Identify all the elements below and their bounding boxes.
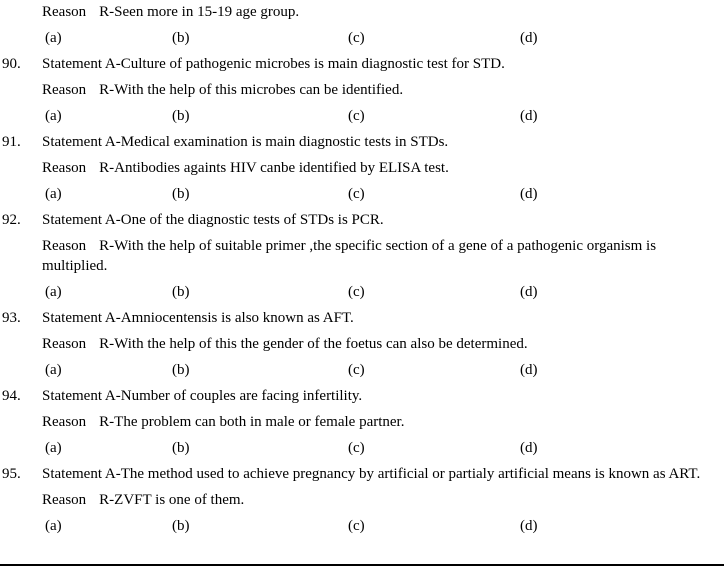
question-number: 90. bbox=[2, 56, 21, 72]
option-c: (c) bbox=[348, 108, 365, 124]
option-b: (b) bbox=[172, 186, 190, 202]
question-number: 91. bbox=[2, 134, 21, 150]
reason-text: R-The problem can both in male or female partner. bbox=[99, 414, 405, 430]
question-number: 93. bbox=[2, 310, 21, 326]
question-block-91 bbox=[2, 132, 724, 210]
options-row bbox=[42, 282, 718, 302]
option-b: (b) bbox=[172, 30, 190, 46]
statement-text: Statement A-Medical examination is main diagnostic tests in STDs. bbox=[42, 134, 449, 150]
question-block-95 bbox=[2, 464, 724, 542]
option-c: (c) bbox=[348, 186, 365, 202]
reason-row bbox=[42, 158, 718, 178]
options-row bbox=[42, 438, 718, 458]
option-b: (b) bbox=[172, 362, 190, 378]
question-block-92 bbox=[2, 210, 724, 308]
statement-text: Statement A-The method used to achieve pregnancy by artificial or partialy artificial means is known as ART. bbox=[42, 466, 701, 482]
reason-text: R-Seen more in 15-19 age group. bbox=[99, 4, 300, 20]
question-block-continuation bbox=[2, 2, 724, 54]
reason-label: Reason bbox=[42, 414, 87, 430]
option-a: (a) bbox=[45, 284, 62, 300]
option-b: (b) bbox=[172, 518, 190, 534]
option-d: (d) bbox=[520, 284, 538, 300]
options-row bbox=[42, 360, 718, 380]
reason-row bbox=[42, 490, 718, 510]
reason-text: R-With the help of this the gender of the foetus can also be determined. bbox=[99, 336, 528, 352]
option-d: (d) bbox=[520, 30, 538, 46]
option-a: (a) bbox=[45, 518, 62, 534]
question-block-90 bbox=[2, 54, 724, 132]
reason-row bbox=[42, 2, 718, 22]
option-c: (c) bbox=[348, 440, 365, 456]
reason-label: Reason bbox=[42, 4, 87, 20]
statement-text: Statement A-Number of couples are facing infertility. bbox=[42, 388, 363, 404]
question-block-94 bbox=[2, 386, 724, 464]
option-a: (a) bbox=[45, 30, 62, 46]
question-number: 92. bbox=[2, 212, 21, 228]
option-b: (b) bbox=[172, 440, 190, 456]
reason-label: Reason bbox=[42, 160, 87, 176]
option-c: (c) bbox=[348, 362, 365, 378]
reason-row bbox=[42, 80, 718, 100]
options-row bbox=[42, 28, 718, 48]
statement-text: Statement A-One of the diagnostic tests of STDs is PCR. bbox=[42, 212, 384, 228]
reason-label: Reason bbox=[42, 238, 87, 254]
option-a: (a) bbox=[45, 186, 62, 202]
reason-text: R-With the help of this microbes can be identified. bbox=[99, 82, 404, 98]
reason-label: Reason bbox=[42, 492, 87, 508]
reason-text: R-With the help of suitable primer ,the specific section of a gene of a pathogenic organism is multiplied. bbox=[42, 238, 657, 274]
question-number: 94. bbox=[2, 388, 21, 404]
option-d: (d) bbox=[520, 108, 538, 124]
option-c: (c) bbox=[348, 30, 365, 46]
reason-label: Reason bbox=[42, 82, 87, 98]
option-b: (b) bbox=[172, 108, 190, 124]
option-d: (d) bbox=[520, 518, 538, 534]
option-d: (d) bbox=[520, 440, 538, 456]
option-c: (c) bbox=[348, 284, 365, 300]
reason-text: R-ZVFT is one of them. bbox=[99, 492, 245, 508]
reason-row bbox=[42, 334, 718, 354]
options-row bbox=[42, 106, 718, 126]
statement-text: Statement A-Amniocentensis is also known as AFT. bbox=[42, 310, 354, 326]
question-number: 95. bbox=[2, 466, 21, 482]
reason-text: R-Antibodies againts HIV canbe identified by ELISA test. bbox=[99, 160, 449, 176]
option-a: (a) bbox=[45, 108, 62, 124]
question-number bbox=[2, 2, 42, 54]
option-b: (b) bbox=[172, 284, 190, 300]
options-row bbox=[42, 516, 718, 536]
option-d: (d) bbox=[520, 362, 538, 378]
option-a: (a) bbox=[45, 440, 62, 456]
reason-row bbox=[42, 236, 718, 276]
reason-label: Reason bbox=[42, 336, 87, 352]
statement-text: Statement A-Culture of pathogenic microbes is main diagnostic test for STD. bbox=[42, 56, 505, 72]
reason-row bbox=[42, 412, 718, 432]
option-d: (d) bbox=[520, 186, 538, 202]
options-row bbox=[42, 184, 718, 204]
option-a: (a) bbox=[45, 362, 62, 378]
option-c: (c) bbox=[348, 518, 365, 534]
question-block-93 bbox=[2, 308, 724, 386]
